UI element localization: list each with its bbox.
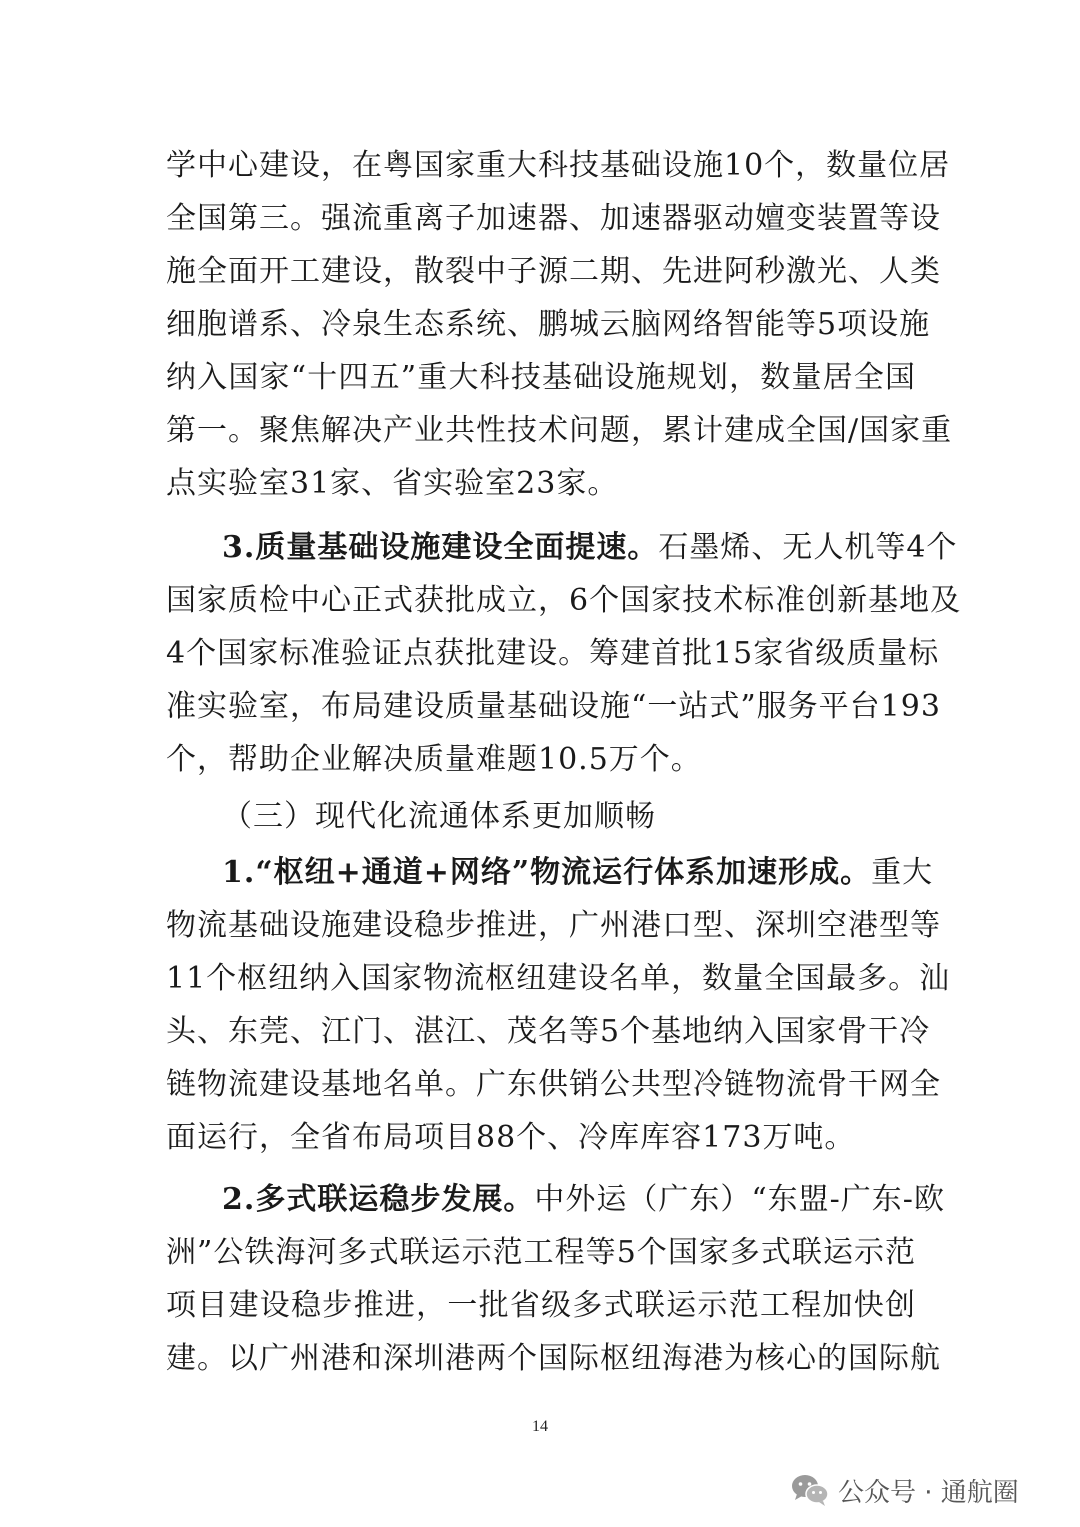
paragraph-line: 全国第三。强流重离子加速器、加速器驱动嬗变装置等设 — [166, 201, 941, 236]
paragraph-line: 项目建设稳步推进，一批省级多式联运示范工程加快创 — [166, 1288, 916, 1323]
paragraph-first-line: 3.质量基础设施建设全面提速。石墨烯、无人机等4个 — [222, 530, 958, 565]
wechat-icon — [790, 1473, 830, 1507]
paragraph-line: 链物流建设基地名单。广东供销公共型冷链物流骨干网全 — [166, 1067, 941, 1102]
bold-lead: 3.质量基础设施建设全面提速。 — [222, 530, 659, 565]
bold-lead: 1.“枢纽+通道+网络”物流运行体系加速形成。 — [222, 855, 872, 890]
paragraph-line: 11个枢纽纳入国家物流枢纽建设名单，数量全国最多。汕 — [166, 961, 951, 996]
paragraph-line: 准实验室，布局建设质量基础设施“一站式”服务平台193 — [166, 689, 941, 724]
watermark-text: 公众号 · 通航圈 — [838, 1477, 1019, 1508]
paragraph-first-line: 1.“枢纽+通道+网络”物流运行体系加速形成。重大 — [222, 855, 934, 890]
paragraph-line: 国家质检中心正式获批成立，6个国家技术标准创新基地及 — [166, 583, 962, 618]
paragraph-line: 施全面开工建设，散裂中子源二期、先进阿秒激光、人类 — [166, 254, 941, 289]
bold-lead: 2.多式联运稳步发展。 — [222, 1182, 535, 1217]
paragraph-line: 头、东莞、江门、湛江、茂名等5个基地纳入国家骨干冷 — [166, 1014, 931, 1049]
paragraph-line: 个，帮助企业解决质量难题10.5万个。 — [166, 742, 702, 777]
paragraph-line: 细胞谱系、冷泉生态系统、鹏城云脑网络智能等5项设施 — [166, 307, 931, 342]
paragraph-line: 第一。聚焦解决产业共性技术问题，累计建成全国/国家重 — [166, 413, 953, 448]
page-number: 14 — [532, 1418, 548, 1435]
paragraph-line: 建。以广州港和深圳港两个国际枢纽海港为核心的国际航 — [166, 1341, 941, 1376]
watermark — [790, 1468, 1019, 1512]
paragraph-line: 物流基础设施建设稳步推进，广州港口型、深圳空港型等 — [166, 908, 941, 943]
paragraph-line: 面运行，全省布局项目88个、冷库库容173万吨。 — [166, 1120, 856, 1155]
paragraph-line: 学中心建设，在粤国家重大科技基础设施10个，数量位居 — [166, 148, 951, 183]
section-heading: （三）现代化流通体系更加顺畅 — [222, 799, 656, 834]
paragraph-line: 洲”公铁海河多式联运示范工程等5个国家多式联运示范 — [166, 1235, 916, 1270]
paragraph-line: 点实验室31家、省实验室23家。 — [166, 466, 619, 501]
paragraph-first-line: 2.多式联运稳步发展。中外运（广东）“东盟-广东-欧 — [222, 1182, 945, 1217]
paragraph-line: 4个国家标准验证点获批建设。筹建首批15家省级质量标 — [166, 636, 940, 671]
paragraph-line: 纳入国家“十四五”重大科技基础设施规划，数量居全国 — [166, 360, 916, 395]
